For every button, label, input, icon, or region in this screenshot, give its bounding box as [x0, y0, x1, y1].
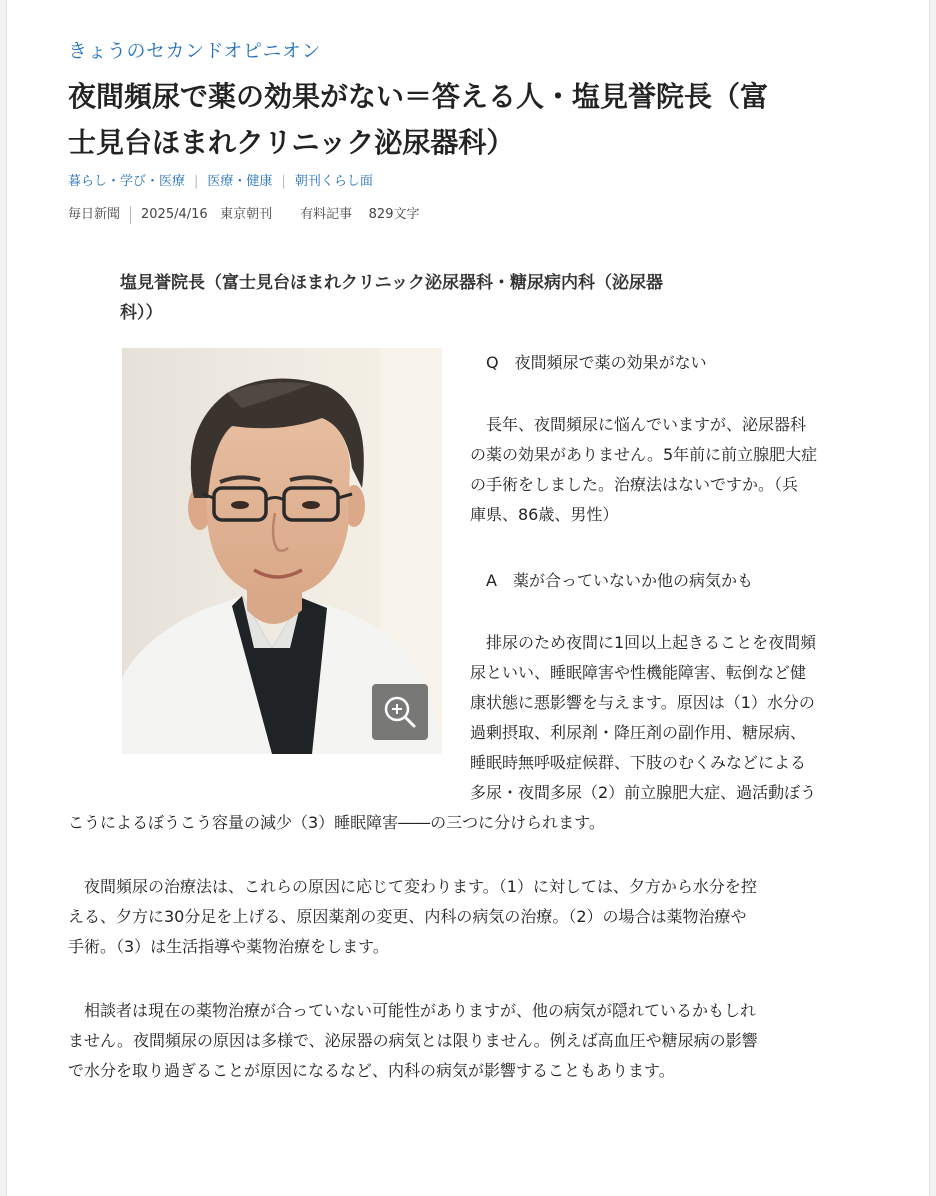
- category-breadcrumb: [68, 170, 373, 189]
- series-title[interactable]: きょうのセカンドオピニオン: [68, 40, 321, 62]
- answer-line: こうによるぼうこう容量の減少（3）睡眠障害――の三つに分けられます。: [68, 813, 605, 832]
- paragraph-line: で水分を取り過ぎることが原因になるなど、内科の病気が影響することもあります。: [68, 1061, 675, 1080]
- paragraph-line: 手術。（3）は生活指導や薬物治療をします。: [68, 937, 389, 956]
- paid-badge: 有料記事: [300, 207, 353, 222]
- photo-caption: [120, 268, 800, 328]
- category-link-life[interactable]: 暮らし・学び・医療: [68, 174, 186, 189]
- headline-line-2: 士見台ほまれクリニック泌尿器科）: [68, 126, 515, 159]
- answer-line: 過剰摂取、利尿剤・降圧剤の副作用、糖尿病、: [470, 723, 807, 742]
- publisher-name: 毎日新聞: [68, 207, 121, 222]
- publish-date: 2025/4/16: [141, 207, 208, 222]
- caption-line-1: 塩見誉院長（富士見台ほまれクリニック泌尿器科・糖尿病内科（泌尿器: [120, 273, 663, 293]
- question-line: の手術をしました。治療法はないですか。（兵: [470, 475, 799, 494]
- category-link-section[interactable]: 朝刊くらし面: [294, 174, 373, 189]
- answer-line: 排尿のため夜間に1回以上起きることを夜間頻: [470, 633, 817, 652]
- char-count: 829文字: [368, 207, 420, 222]
- edition: 東京朝刊: [220, 207, 273, 222]
- question-heading: Q 夜間頻尿で薬の効果がない: [470, 353, 707, 372]
- answer-line: 尿といい、睡眠障害や性機能障害、転倒など健: [470, 663, 807, 682]
- answer-heading: A 薬が合っていないか他の病気かも: [470, 571, 753, 590]
- headline-line-1: 夜間頻尿で薬の効果がない＝答える人・塩見誉院長（富: [68, 80, 769, 113]
- answer-line: 睡眠時無呼吸症候群、下肢のむくみなどによる: [470, 753, 807, 772]
- caption-line-2: 科））: [120, 303, 163, 323]
- answer-line: 多尿・夜間多尿（2）前立腺肥大症、過活動ぼう: [470, 783, 817, 802]
- paragraph-line: 相談者は現在の薬物治療が合っていない可能性がありますが、他の病気が隠れているかもしれ: [68, 1001, 757, 1020]
- paragraph-line: える、夕方に30分足を上げる、原因薬剤の変更、内科の病気の治療。（2）の場合は薬物治療や: [68, 907, 747, 926]
- article-meta: [68, 203, 419, 224]
- question-line: 庫県、86歳、男性）: [470, 505, 619, 524]
- article-headline: [68, 74, 858, 166]
- category-separator: |: [194, 174, 199, 189]
- meta-divider: [130, 206, 131, 224]
- zoom-in-icon: [372, 684, 428, 740]
- answer-line: 康状態に悪影響を与えます。原因は（1）水分の: [470, 693, 815, 712]
- photo-zoom-button[interactable]: [372, 684, 428, 740]
- paragraph-line: 夜間頻尿の治療法は、これらの原因に応じて変わります。（1）に対しては、夕方から水分を控: [68, 877, 757, 896]
- question-line: の薬の効果がありません。5年前に前立腺肥大症: [470, 445, 818, 464]
- category-separator: |: [281, 174, 286, 189]
- category-link-health[interactable]: 医療・健康: [207, 174, 273, 189]
- paragraph-line: ません。夜間頻尿の原因は多様で、泌尿器の病気とは限りません。例えば高血圧や糖尿病の影響: [68, 1031, 758, 1050]
- question-line: 長年、夜間頻尿に悩んでいますが、泌尿器科: [470, 415, 807, 434]
